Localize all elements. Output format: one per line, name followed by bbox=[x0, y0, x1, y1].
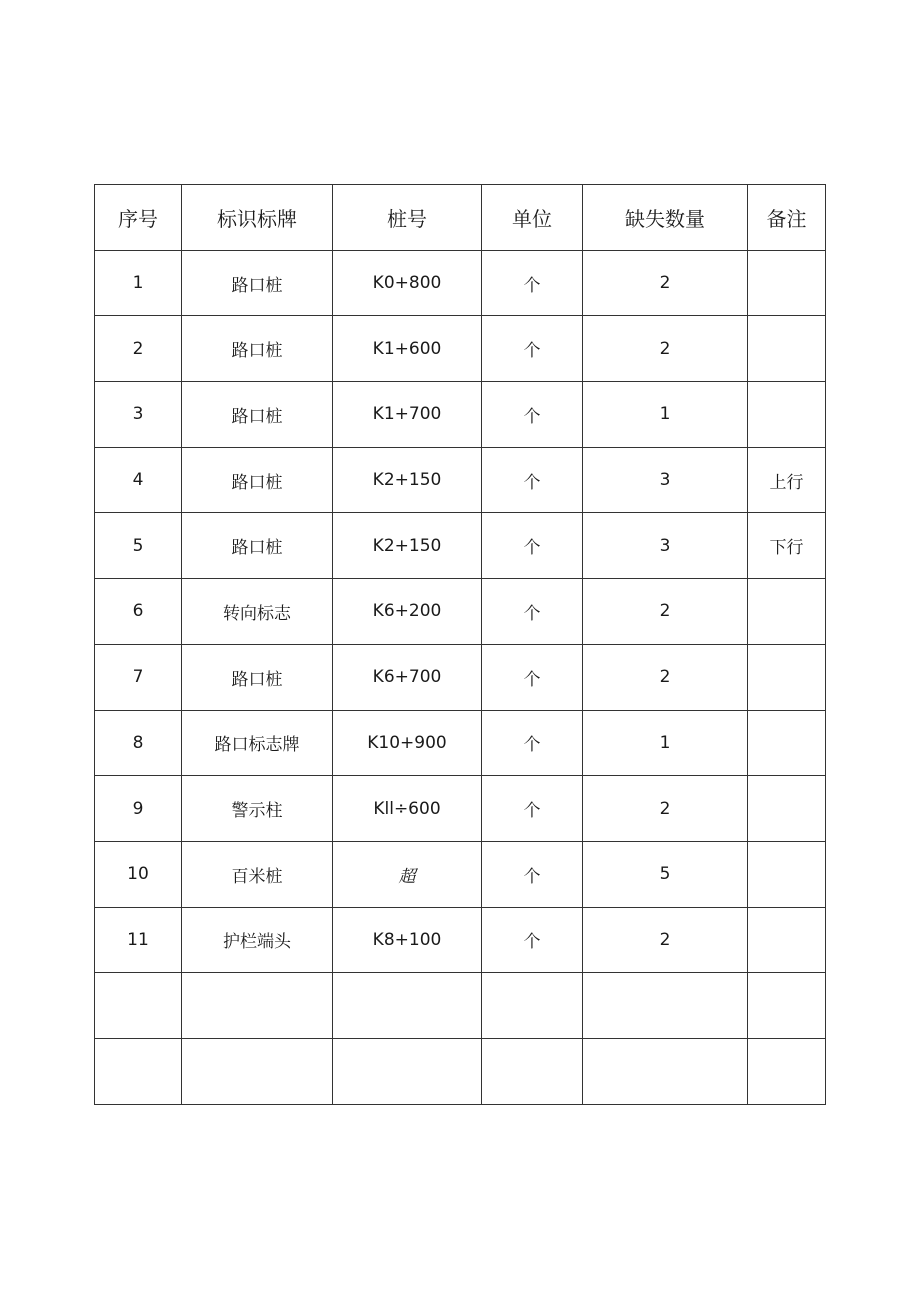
table-row bbox=[95, 513, 826, 579]
cell-serial: 2 bbox=[95, 316, 182, 382]
cell-unit: 个 bbox=[482, 250, 583, 316]
cell-missing-count: 1 bbox=[583, 710, 748, 776]
header-serial: 序号 bbox=[95, 185, 182, 251]
cell-sign-type: 路口桩 bbox=[182, 513, 333, 579]
cell-stake-number: K2+150 bbox=[333, 447, 482, 513]
cell-unit: 个 bbox=[482, 316, 583, 382]
cell-remarks: 上行 bbox=[748, 447, 826, 513]
cell-serial: 1 bbox=[95, 250, 182, 316]
cell-sign-type: 路口桩 bbox=[182, 644, 333, 710]
cell-missing-count: 2 bbox=[583, 776, 748, 842]
cell-stake-number: K0+800 bbox=[333, 250, 482, 316]
cell-sign-type: 路口桩 bbox=[182, 250, 333, 316]
cell-missing-count: 5 bbox=[583, 841, 748, 907]
header-stake-number: 桩号 bbox=[333, 185, 482, 251]
cell-remarks bbox=[748, 644, 826, 710]
cell-missing-count: 3 bbox=[583, 513, 748, 579]
cell-unit: 个 bbox=[482, 447, 583, 513]
header-unit: 单位 bbox=[482, 185, 583, 251]
cell-remarks bbox=[748, 579, 826, 645]
cell-serial: 11 bbox=[95, 907, 182, 973]
cell-stake-number: K2+150 bbox=[333, 513, 482, 579]
cell-unit: 个 bbox=[482, 710, 583, 776]
cell-unit: 个 bbox=[482, 579, 583, 645]
cell-remarks bbox=[748, 841, 826, 907]
cell-serial: 4 bbox=[95, 447, 182, 513]
table-header-row bbox=[95, 185, 826, 251]
cell-serial: 3 bbox=[95, 382, 182, 448]
cell-remarks bbox=[748, 776, 826, 842]
cell-stake-number: K1+700 bbox=[333, 382, 482, 448]
cell-unit bbox=[482, 973, 583, 1039]
cell-unit bbox=[482, 1038, 583, 1104]
header-remarks: 备注 bbox=[748, 185, 826, 251]
cell-serial bbox=[95, 1038, 182, 1104]
cell-stake-number: 超 bbox=[333, 841, 482, 907]
cell-remarks bbox=[748, 973, 826, 1039]
cell-sign-type: 路口桩 bbox=[182, 447, 333, 513]
table-row bbox=[95, 447, 826, 513]
cell-remarks bbox=[748, 1038, 826, 1104]
cell-unit: 个 bbox=[482, 841, 583, 907]
cell-sign-type: 警示柱 bbox=[182, 776, 333, 842]
cell-remarks bbox=[748, 382, 826, 448]
cell-stake-number bbox=[333, 973, 482, 1039]
cell-remarks bbox=[748, 250, 826, 316]
cell-sign-type: 路口桩 bbox=[182, 382, 333, 448]
cell-sign-type: 转向标志 bbox=[182, 579, 333, 645]
header-sign-type: 标识标牌 bbox=[182, 185, 333, 251]
cell-serial: 8 bbox=[95, 710, 182, 776]
cell-unit: 个 bbox=[482, 382, 583, 448]
cell-serial: 5 bbox=[95, 513, 182, 579]
cell-sign-type: 路口标志牌 bbox=[182, 710, 333, 776]
table-row-empty bbox=[95, 1038, 826, 1104]
cell-missing-count: 2 bbox=[583, 644, 748, 710]
cell-sign-type: 路口桩 bbox=[182, 316, 333, 382]
table-row bbox=[95, 579, 826, 645]
cell-remarks: 下行 bbox=[748, 513, 826, 579]
cell-missing-count bbox=[583, 1038, 748, 1104]
cell-stake-number: K10+900 bbox=[333, 710, 482, 776]
cell-stake-number bbox=[333, 1038, 482, 1104]
table-row bbox=[95, 776, 826, 842]
cell-sign-type bbox=[182, 1038, 333, 1104]
cell-remarks bbox=[748, 316, 826, 382]
cell-stake-number: K1+600 bbox=[333, 316, 482, 382]
cell-stake-number: K6+200 bbox=[333, 579, 482, 645]
table-row bbox=[95, 644, 826, 710]
header-missing-count: 缺失数量 bbox=[583, 185, 748, 251]
cell-serial: 6 bbox=[95, 579, 182, 645]
cell-missing-count: 3 bbox=[583, 447, 748, 513]
cell-unit: 个 bbox=[482, 776, 583, 842]
cell-sign-type bbox=[182, 973, 333, 1039]
cell-remarks bbox=[748, 907, 826, 973]
cell-stake-number: K6+700 bbox=[333, 644, 482, 710]
table-row bbox=[95, 316, 826, 382]
cell-missing-count: 2 bbox=[583, 316, 748, 382]
cell-remarks bbox=[748, 710, 826, 776]
cell-serial: 7 bbox=[95, 644, 182, 710]
cell-missing-count: 1 bbox=[583, 382, 748, 448]
cell-stake-number: Kll÷600 bbox=[333, 776, 482, 842]
cell-missing-count: 2 bbox=[583, 579, 748, 645]
missing-signs-table bbox=[94, 184, 826, 1105]
cell-missing-count: 2 bbox=[583, 250, 748, 316]
cell-unit: 个 bbox=[482, 644, 583, 710]
cell-serial: 9 bbox=[95, 776, 182, 842]
cell-stake-number: K8+100 bbox=[333, 907, 482, 973]
table-row bbox=[95, 382, 826, 448]
cell-serial: 10 bbox=[95, 841, 182, 907]
cell-serial bbox=[95, 973, 182, 1039]
table-row-empty bbox=[95, 973, 826, 1039]
table-row bbox=[95, 250, 826, 316]
cell-sign-type: 护栏端头 bbox=[182, 907, 333, 973]
cell-unit: 个 bbox=[482, 907, 583, 973]
table-row bbox=[95, 710, 826, 776]
cell-missing-count bbox=[583, 973, 748, 1039]
cell-missing-count: 2 bbox=[583, 907, 748, 973]
cell-unit: 个 bbox=[482, 513, 583, 579]
table-row bbox=[95, 907, 826, 973]
table-row bbox=[95, 841, 826, 907]
cell-sign-type: 百米桩 bbox=[182, 841, 333, 907]
